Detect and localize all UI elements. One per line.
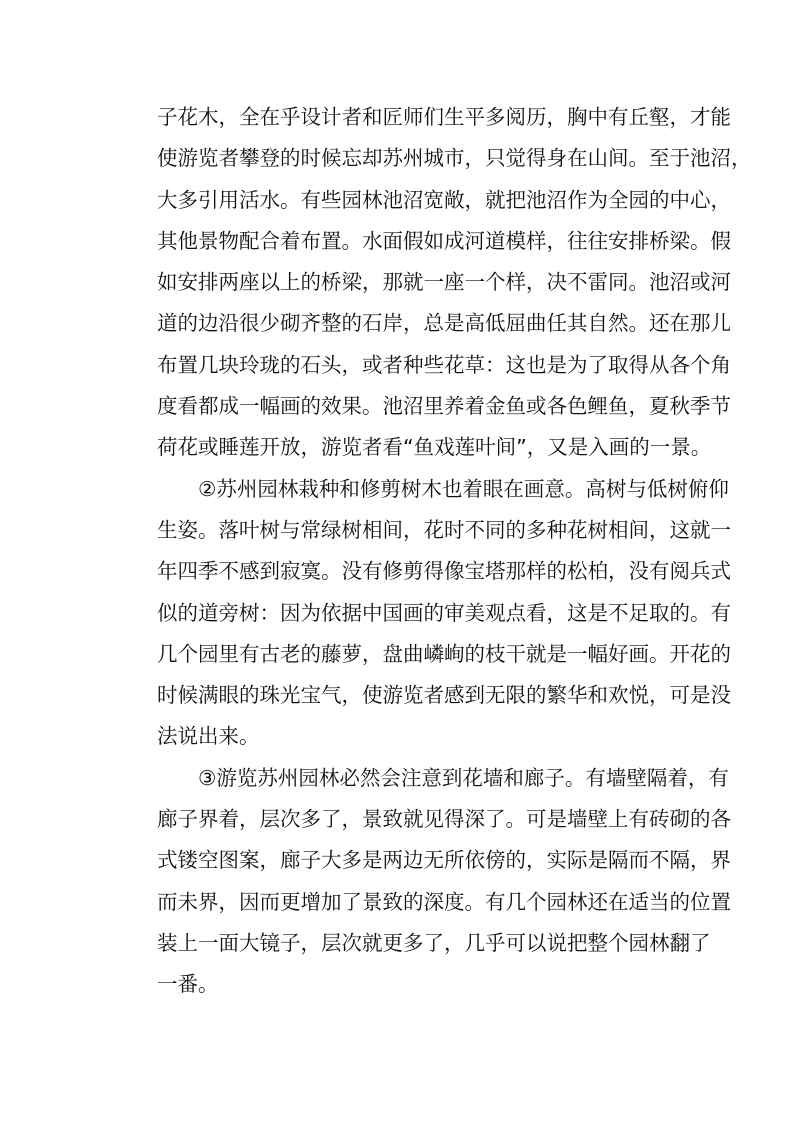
text-line: ②苏州园林栽种和修剪树木也着眼在画意。高树与低树俯仰 [198, 476, 729, 501]
text-line: 几个园里有古老的藤萝，盘曲嶙峋的枝干就是一幅好画。开花的 [157, 641, 731, 666]
text-line: 廊子界着，层次多了，景致就见得深了。可是墙壁上有砖砌的各 [157, 807, 731, 832]
text-line: 式镂空图案，廊子大多是两边无所依傍的，实际是隔而不隔，界 [157, 848, 731, 873]
text-line: 生姿。落叶树与常绿树相间，花时不同的多种花树相间，这就一 [157, 517, 731, 542]
paragraph-1 [157, 97, 752, 469]
document-page [157, 97, 752, 1006]
text-line: ③游览苏州园林必然会注意到花墙和廊子。有墙壁隔着，有 [198, 765, 729, 790]
text-line: 一番。 [157, 972, 219, 997]
text-line: 使游览者攀登的时候忘却苏州城市，只觉得身在山间。至于池沼， [157, 146, 752, 171]
text-line: 似的道旁树：因为依据中国画的审美观点看，这是不足取的。有 [157, 600, 731, 625]
text-line: 荷花或睡莲开放，游览者看“鱼戏莲叶间”，又是入画的一景。 [157, 435, 712, 460]
text-line: 子花木，全在乎设计者和匠师们生平多阅历，胸中有丘壑，才能 [157, 105, 731, 129]
text-line: 年四季不感到寂寞。没有修剪得像宝塔那样的松柏，没有阅兵式 [157, 559, 731, 584]
paragraph-3 [157, 758, 731, 1006]
paragraph-2 [157, 469, 731, 758]
text-line: 时候满眼的珠光宝气，使游览者感到无限的繁华和欢悦，可是没 [157, 683, 731, 708]
text-line: 如安排两座以上的桥梁，那就一座一个样，决不雷同。池沼或河 [157, 270, 731, 295]
text-line: 而未界，因而更增加了景致的深度。有几个园林还在适当的位置 [157, 889, 731, 914]
text-line: 其他景物配合着布置。水面假如成河道模样，往往安排桥梁。假 [157, 228, 731, 253]
text-line: 道的边沿很少砌齐整的石岸，总是高低屈曲任其自然。还在那儿 [157, 311, 731, 336]
text-line: 装上一面大镜子，层次就更多了，几乎可以说把整个园林翻了 [157, 930, 711, 955]
text-line: 布置几块玲珑的石头，或者种些花草：这也是为了取得从各个角 [157, 352, 731, 377]
text-line: 法说出来。 [157, 724, 260, 749]
text-line: 大多引用活水。有些园林池沼宽敞，就把池沼作为全园的中心， [157, 187, 731, 212]
text-line: 度看都成一幅画的效果。池沼里养着金鱼或各色鲤鱼，夏秋季节 [157, 394, 731, 419]
